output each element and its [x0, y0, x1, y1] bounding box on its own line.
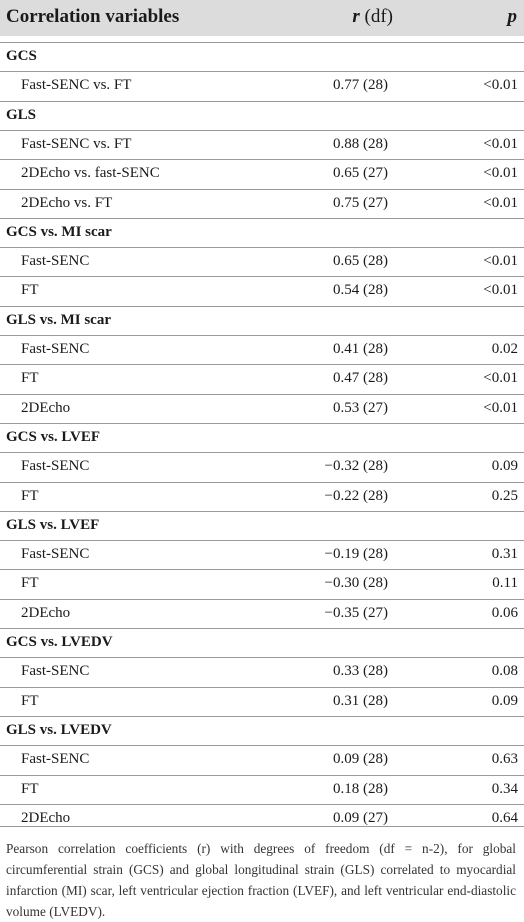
row-label: Fast-SENC	[21, 341, 90, 357]
row-label: FT	[21, 575, 39, 591]
table-footnote: Pearson correlation coefficients (r) with degrees of freedom (df = n-2), for global circumferential strain (GCS) and global longitudinal strain (GLS) correlated to myocardial infarction (MI) scar, left ventricular ejection fraction (LVEF), and left ventricular end-diastolic volume (LVEDV).	[6, 841, 516, 919]
row-p-value: 0.09	[491, 458, 518, 474]
group-label: GCS	[6, 48, 37, 64]
table-bottom-rule	[0, 826, 524, 827]
row-divider	[0, 42, 524, 43]
row-r-value: 0.54 (28)	[333, 282, 388, 298]
row-p-value: 0.02	[491, 341, 518, 357]
row-divider	[0, 130, 524, 131]
row-divider	[0, 159, 524, 160]
row-divider	[0, 101, 524, 102]
row-p-value: <0.01	[483, 165, 518, 181]
row-divider	[0, 423, 524, 424]
row-r-value: 0.77 (28)	[333, 77, 388, 93]
group-label: GLS vs. MI scar	[6, 312, 111, 328]
row-r-value: 0.88 (28)	[333, 136, 388, 152]
group-label: GLS	[6, 107, 37, 123]
row-divider	[0, 775, 524, 776]
row-divider	[0, 628, 524, 629]
row-p-value: <0.01	[483, 77, 518, 93]
row-p-value: 0.06	[491, 605, 518, 621]
row-label: 2DEcho	[21, 810, 71, 826]
row-label: 2DEcho vs. FT	[21, 195, 113, 211]
header-p	[508, 6, 518, 28]
row-label: Fast-SENC	[21, 253, 90, 269]
row-label: Fast-SENC	[21, 546, 90, 562]
row-r-value: 0.75 (27)	[333, 195, 388, 211]
row-p-value: <0.01	[483, 253, 518, 269]
row-divider	[0, 335, 524, 336]
table-header	[0, 0, 524, 36]
row-label: FT	[21, 693, 39, 709]
row-r-value: 0.09 (27)	[333, 810, 388, 826]
row-p-value: 0.31	[491, 546, 518, 562]
row-label: FT	[21, 282, 39, 298]
row-p-value: <0.01	[483, 136, 518, 152]
row-label: Fast-SENC	[21, 663, 90, 679]
row-r-value: 0.41 (28)	[333, 341, 388, 357]
row-divider	[0, 218, 524, 219]
row-r-value: 0.09 (28)	[333, 751, 388, 767]
row-r-value: 0.31 (28)	[333, 693, 388, 709]
row-label: FT	[21, 488, 39, 504]
row-r-value: 0.65 (28)	[333, 253, 388, 269]
row-label: Fast-SENC vs. FT	[21, 77, 132, 93]
row-r-value: 0.47 (28)	[333, 370, 388, 386]
row-divider	[0, 452, 524, 453]
row-r-value: −0.19 (28)	[324, 546, 388, 562]
row-divider	[0, 716, 524, 717]
header-r-symbol: r	[352, 6, 360, 27]
row-divider	[0, 745, 524, 746]
row-divider	[0, 687, 524, 688]
row-divider	[0, 189, 524, 190]
header-correlation-variables: Correlation variables	[6, 6, 180, 27]
row-divider	[0, 540, 524, 541]
row-divider	[0, 306, 524, 307]
row-divider	[0, 364, 524, 365]
row-divider	[0, 247, 524, 248]
row-p-value: <0.01	[483, 370, 518, 386]
header-p-symbol: p	[507, 6, 517, 27]
row-r-value: 0.18 (28)	[333, 781, 388, 797]
header-r-df	[0, 6, 393, 28]
row-p-value: 0.08	[491, 663, 518, 679]
row-divider	[0, 657, 524, 658]
row-r-value: −0.30 (28)	[324, 575, 388, 591]
row-r-value: −0.22 (28)	[324, 488, 388, 504]
row-divider	[0, 394, 524, 395]
row-divider	[0, 482, 524, 483]
row-p-value: <0.01	[483, 195, 518, 211]
row-p-value: 0.25	[491, 488, 518, 504]
row-p-value: 0.11	[492, 575, 518, 591]
row-p-value: 0.63	[491, 751, 518, 767]
group-label: GCS vs. MI scar	[6, 224, 112, 240]
row-p-value: <0.01	[483, 400, 518, 416]
group-label: GCS vs. LVEF	[6, 429, 101, 445]
row-p-value: 0.09	[491, 693, 518, 709]
row-label: 2DEcho	[21, 605, 71, 621]
row-divider	[0, 804, 524, 805]
row-label: 2DEcho	[21, 400, 71, 416]
header-df: (df)	[359, 6, 393, 27]
row-r-value: −0.32 (28)	[324, 458, 388, 474]
row-p-value: 0.64	[491, 810, 518, 826]
group-label: GLS vs. LVEF	[6, 517, 100, 533]
row-divider	[0, 511, 524, 512]
row-p-value: 0.34	[491, 781, 518, 797]
row-r-value: −0.35 (27)	[324, 605, 388, 621]
row-divider	[0, 599, 524, 600]
row-divider	[0, 71, 524, 72]
row-label: FT	[21, 370, 39, 386]
row-label: Fast-SENC	[21, 751, 90, 767]
row-divider	[0, 569, 524, 570]
row-label: FT	[21, 781, 39, 797]
row-r-value: 0.33 (28)	[333, 663, 388, 679]
group-label: GLS vs. LVEDV	[6, 722, 112, 738]
row-p-value: <0.01	[483, 282, 518, 298]
row-label: Fast-SENC vs. FT	[21, 136, 132, 152]
group-label: GCS vs. LVEDV	[6, 634, 113, 650]
row-divider	[0, 276, 524, 277]
row-r-value: 0.65 (27)	[333, 165, 388, 181]
row-r-value: 0.53 (27)	[333, 400, 388, 416]
row-label: 2DEcho vs. fast-SENC	[21, 165, 160, 181]
row-label: Fast-SENC	[21, 458, 90, 474]
